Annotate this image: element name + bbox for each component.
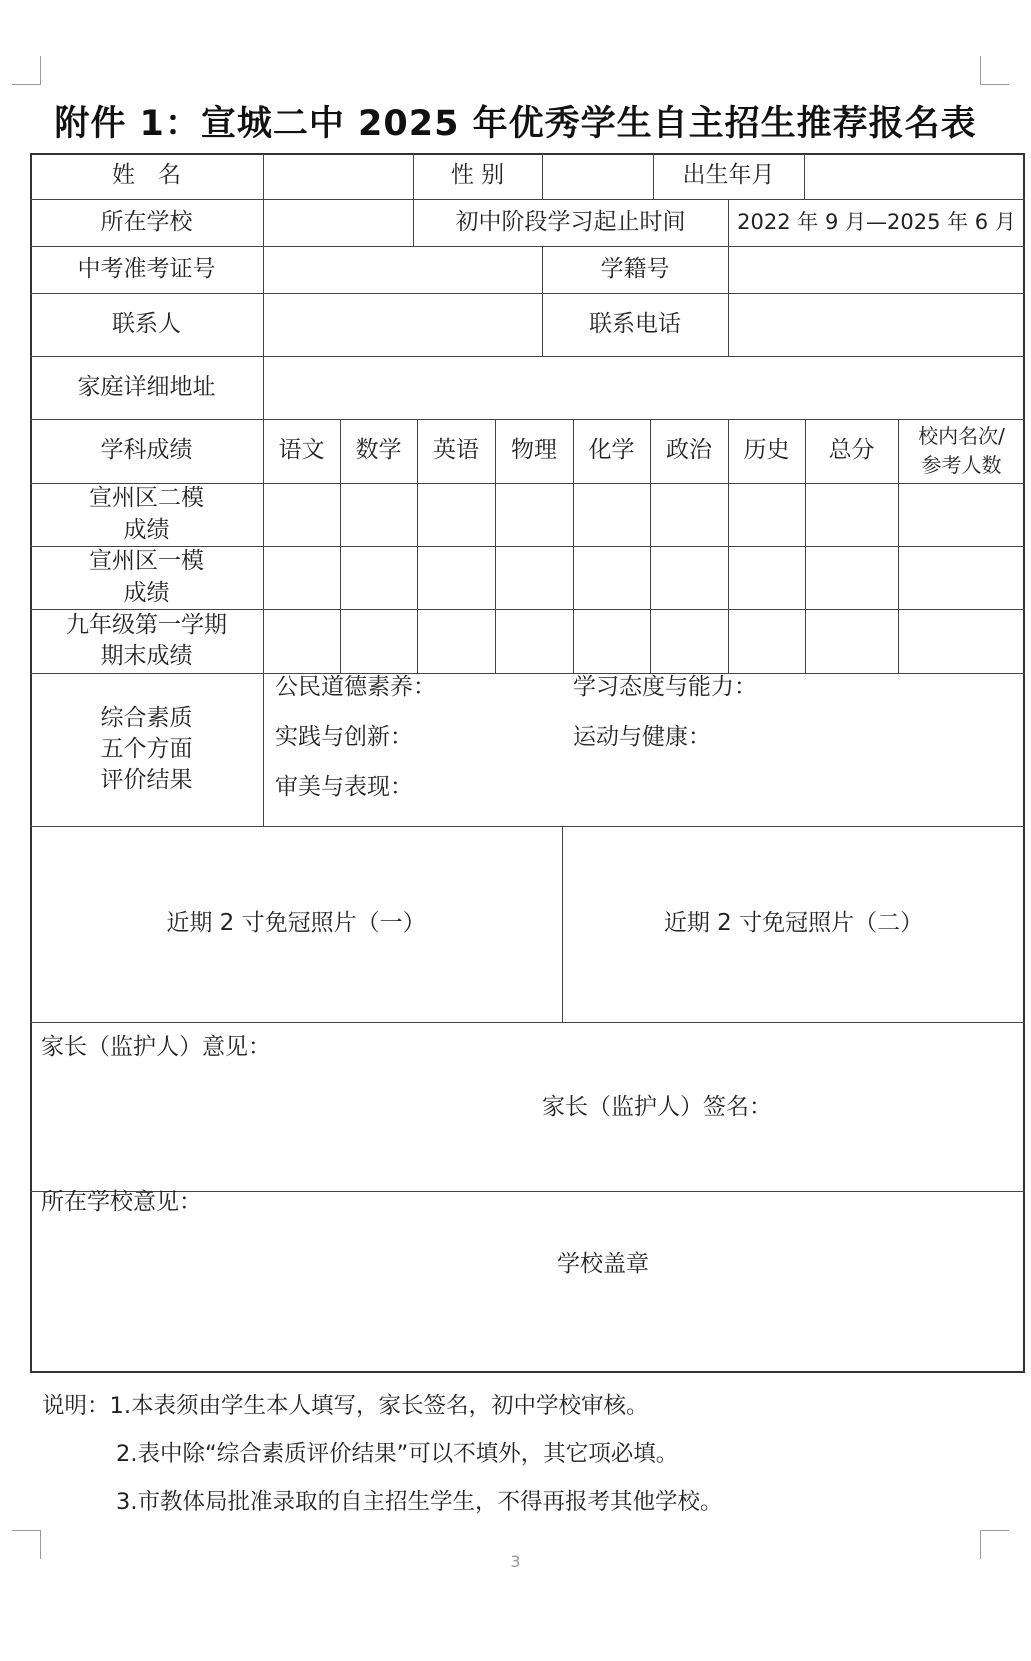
note-line-2: 2.表中除“综合素质评价结果”可以不填外，其它项必填。 bbox=[116, 1441, 679, 1467]
home-address-field[interactable] bbox=[263, 356, 1025, 419]
subject-header-physics: 物理 bbox=[511, 437, 557, 464]
student-number-field[interactable] bbox=[728, 246, 1025, 293]
score-row-term-final-label: 九年级第一学期 期末成绩 bbox=[66, 611, 227, 669]
parent-opinion-label: 家长（监护人）意见： bbox=[41, 1034, 271, 1060]
subject-header-rank: 校内名次/ 参考人数 bbox=[918, 424, 1005, 477]
note-line-1: 说明：1.本表须由学生本人填写，家长签名，初中学校审核。 bbox=[42, 1393, 649, 1419]
subject-header-politics: 政治 bbox=[666, 437, 712, 464]
contact-phone-label: 联系电话 bbox=[589, 310, 681, 337]
subject-header-history: 历史 bbox=[743, 437, 790, 464]
subject-header-total: 总分 bbox=[828, 437, 875, 464]
school-stamp-label: 学校盖章 bbox=[557, 1251, 649, 1277]
exam-number-field[interactable] bbox=[263, 246, 542, 293]
name-field[interactable] bbox=[263, 153, 413, 199]
exam-number-label: 中考准考证号 bbox=[77, 255, 216, 282]
crop-mark-top-left bbox=[12, 56, 41, 85]
gender-label: 性 别 bbox=[450, 162, 505, 189]
contact-phone-field[interactable] bbox=[728, 293, 1025, 356]
quality-item-practice-innovation: 实践与创新： bbox=[275, 724, 413, 750]
page-number: 3 bbox=[510, 1552, 521, 1571]
registration-form-table bbox=[30, 153, 1025, 1373]
quality-item-civic-morality: 公民道德素养： bbox=[275, 674, 436, 700]
quality-item-learning-ability: 学习态度与能力： bbox=[573, 674, 757, 700]
study-period-value: 2022 年 9 月—2025 年 6 月 bbox=[737, 210, 1016, 235]
parent-signature-label: 家长（监护人）签名： bbox=[542, 1094, 772, 1120]
contact-person-field[interactable] bbox=[263, 293, 542, 356]
row-divider bbox=[30, 1022, 1025, 1023]
score-entry-grid[interactable] bbox=[263, 483, 1025, 673]
student-number-label: 学籍号 bbox=[600, 255, 670, 282]
document-title: 附件 1：宣城二中 2025 年优秀学生自主招生推荐报名表 bbox=[54, 104, 977, 144]
gender-field[interactable] bbox=[542, 153, 653, 199]
quality-item-aesthetics: 审美与表现： bbox=[275, 774, 413, 800]
birth-date-field[interactable] bbox=[804, 153, 1025, 199]
photo-slot-two[interactable]: 近期 2 寸免冠照片（二） bbox=[663, 910, 924, 937]
quality-item-sports-health: 运动与健康： bbox=[573, 724, 711, 750]
study-period-label: 初中阶段学习起止时间 bbox=[455, 208, 686, 235]
crop-mark-top-right bbox=[980, 56, 1009, 85]
subject-header-english: 英语 bbox=[433, 437, 479, 464]
school-label: 所在学校 bbox=[100, 208, 193, 235]
subject-scores-label: 学科成绩 bbox=[100, 437, 193, 464]
note-line-3: 3.市教体局批准录取的自主招生学生，不得再报考其他学校。 bbox=[116, 1489, 723, 1515]
photo-slot-one[interactable]: 近期 2 寸免冠照片（一） bbox=[166, 910, 426, 937]
school-field[interactable] bbox=[263, 199, 413, 246]
score-row-first-mock-label: 宣州区一模 成绩 bbox=[89, 548, 204, 606]
birth-date-label: 出生年月 bbox=[682, 162, 775, 189]
subject-header-chinese: 语文 bbox=[278, 437, 325, 464]
name-label: 姓 名 bbox=[112, 162, 181, 189]
subject-header-chemistry: 化学 bbox=[588, 437, 635, 464]
school-opinion-label: 所在学校意见： bbox=[41, 1189, 202, 1215]
home-address-label: 家庭详细地址 bbox=[77, 373, 216, 400]
contact-person-label: 联系人 bbox=[112, 310, 181, 337]
score-row-second-mock-label: 宣州区二模 成绩 bbox=[89, 485, 204, 543]
subject-header-math: 数学 bbox=[355, 437, 402, 464]
quality-evaluation-label: 综合素质 五个方面 评价结果 bbox=[100, 704, 193, 794]
